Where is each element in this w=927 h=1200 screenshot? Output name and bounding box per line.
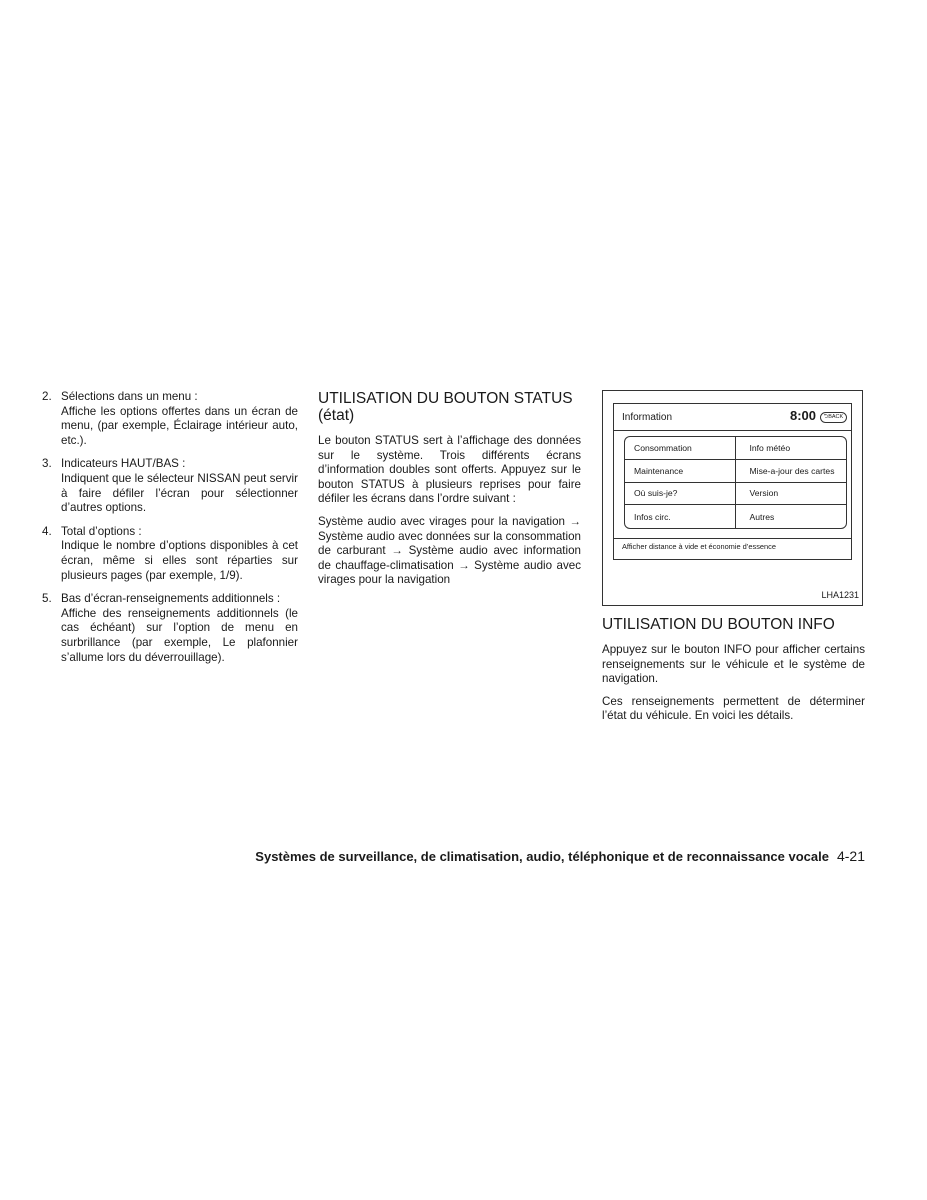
- menu-item-consommation[interactable]: Consommation: [625, 437, 736, 460]
- item-title: Bas d’écran-renseignements additionnels :: [61, 592, 281, 606]
- figure-id: LHA1231: [821, 590, 859, 601]
- numbered-list: [42, 390, 298, 674]
- page-footer: [255, 848, 865, 865]
- status-paragraph-1: Le bouton STATUS sert à l’affichage des données sur le système. Trois différents écrans d’information doubles sont offerts. Appuyez sur le bouton STATUS à plusieurs reprises pour faire défiler les écrans dans l’ordre suivant :: [318, 434, 581, 506]
- divider: [614, 538, 851, 539]
- menu-item-info-meteo[interactable]: Info météo: [736, 437, 847, 460]
- screen-title: Information: [622, 412, 673, 423]
- item-number: 2.: [42, 390, 52, 403]
- item-title: Sélections dans un menu :: [61, 390, 198, 403]
- status-heading: UTILISATION DU BOUTON STATUS (état): [318, 390, 573, 424]
- info-menu-grid: [624, 436, 847, 529]
- menu-item-version[interactable]: Version: [736, 483, 847, 506]
- item-text: Affiche les options offertes dans un écran de menu, (par exemple, Éclairage intérieur auto, etc.).: [61, 404, 298, 447]
- menu-item-infos-circ[interactable]: Infos circ.: [625, 505, 736, 528]
- page-number: 4-21: [836, 848, 865, 864]
- divider: [614, 430, 851, 431]
- status-section: [318, 390, 581, 596]
- item-number: 4.: [42, 524, 52, 538]
- info-heading: UTILISATION DU BOUTON INFO: [602, 616, 835, 633]
- info-screen-figure: [602, 390, 863, 606]
- menu-item-ou-suis-je[interactable]: Où suis-je?: [625, 483, 736, 506]
- menu-item-maintenance[interactable]: Maintenance: [625, 460, 736, 483]
- list-item: [42, 390, 298, 448]
- item-text: Indique le nombre d’options disponibles à cet écran, même si elles sont réparties sur plusieurs pages (par exemple, 1/9).: [61, 539, 298, 582]
- list-item: [42, 592, 298, 665]
- info-paragraph-2: Ces renseignements permettent de déterminer l’état du véhicule. En voici les détails.: [602, 694, 865, 723]
- info-screen: [613, 403, 852, 560]
- status-paragraph-2: Système audio avec virages pour la navigation → Système audio avec données sur la consommation de carburant → Système audio avec information de chauffage-climatisation → Système audio avec virages pour la navigation: [318, 514, 581, 587]
- menu-item-mise-a-jour[interactable]: Mise-a-jour des cartes: [736, 460, 847, 483]
- back-button[interactable]: [820, 412, 847, 423]
- item-text: Indiquent que le sélecteur NISSAN peut servir à faire défiler l’écran pour sélectionner d’autres options.: [61, 471, 298, 515]
- screen-status-bar: Afficher distance à vide et économie d’essence: [622, 542, 776, 551]
- list-item: [42, 525, 298, 583]
- clock: 8:00: [790, 408, 817, 423]
- info-section: [602, 390, 865, 732]
- list-item: [42, 457, 298, 515]
- menu-item-autres[interactable]: Autres: [749, 511, 775, 522]
- item-title: Total d’options :: [61, 524, 142, 538]
- item-text: Affiche des renseignements additionnels (le cas échéant) sur l’option de menu en surbrillance (par exemple, Le plafonnier s’allume lors du déverrouillage).: [61, 606, 298, 664]
- info-paragraph-1: Appuyez sur le bouton INFO pour afficher certains renseignements sur le véhicule et le système de navigation.: [602, 643, 865, 686]
- back-label: BACK: [828, 414, 844, 420]
- item-number: 3.: [42, 457, 52, 471]
- item-title: Indicateurs HAUT/BAS :: [61, 457, 186, 471]
- item-number: 5.: [42, 592, 52, 606]
- chapter-title: Systèmes de surveillance, de climatisation, audio, téléphonique et de reconnaissance vocale: [255, 849, 829, 864]
- back-arrow-icon: ⮌: [823, 414, 829, 420]
